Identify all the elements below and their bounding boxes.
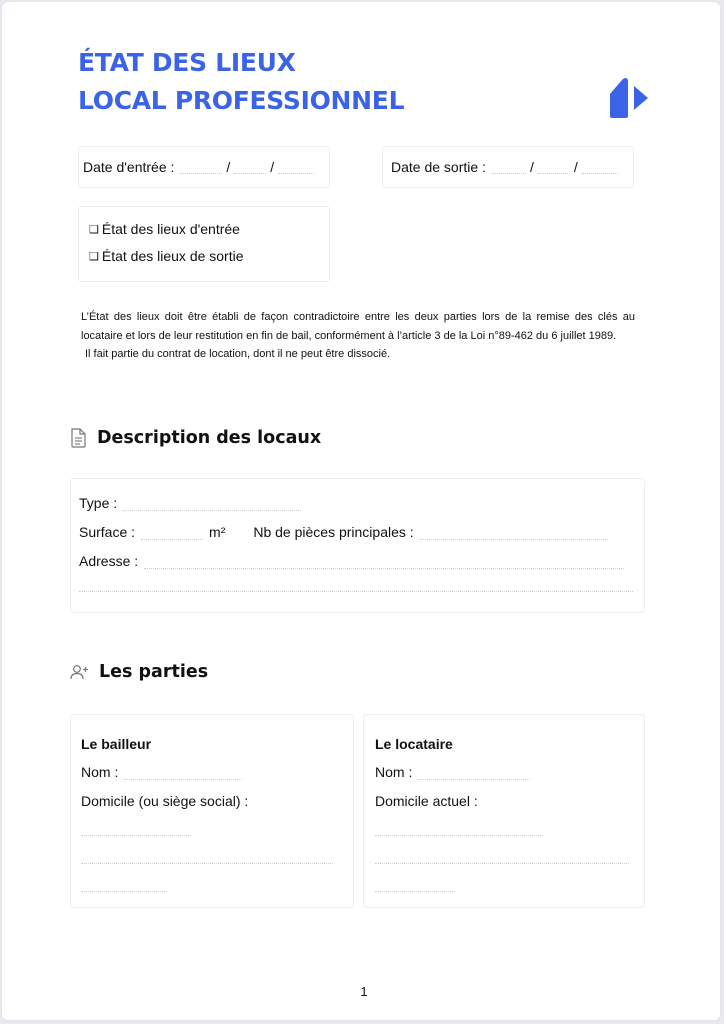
entry-inventory-label: État des lieux d'entrée <box>101 221 240 237</box>
title-line-2: LOCAL PROFESSIONNEL <box>78 86 405 115</box>
landlord-box <box>70 714 354 908</box>
tenant-address-label: Domicile actuel : <box>375 793 478 809</box>
description-heading-text: Description des locaux <box>97 428 322 448</box>
tenant-name-blank[interactable] <box>418 767 530 780</box>
landlord-name-line <box>81 764 242 780</box>
exit-month-blank[interactable] <box>538 161 570 174</box>
entry-inventory-option[interactable] <box>89 221 240 237</box>
address-line <box>79 553 624 569</box>
title-line-1: ÉTAT DES LIEUX <box>78 48 296 77</box>
landlord-address-blank-line <box>81 823 191 836</box>
tenant-address-blank[interactable] <box>375 823 543 836</box>
rooms-blank[interactable] <box>420 527 608 540</box>
surface-line <box>79 524 608 540</box>
landlord-address-label: Domicile (ou siège social) : <box>81 793 249 809</box>
type-line <box>79 495 301 511</box>
entry-date-label: Date d'entrée : <box>83 159 175 175</box>
tenant-address-blank[interactable] <box>375 879 455 892</box>
exit-date-label: Date de sortie : <box>391 159 486 175</box>
intro-paragraph: L’État des lieux doit être établi de façon contradictoire entre les deux parties lors de la remise des clés au locataire et lors de leur restitution en fin de bail, conformément à l’article 3 de la Loi n°89-462 du 6 juillet 1989. <box>81 311 635 342</box>
landlord-name-label: Nom : <box>81 764 119 780</box>
entry-month-blank[interactable] <box>234 161 266 174</box>
tenant-box <box>363 714 645 908</box>
landlord-address-blank[interactable] <box>81 823 191 836</box>
tenant-title: Le locataire <box>375 736 453 752</box>
document-title <box>78 44 404 120</box>
description-heading <box>70 428 321 448</box>
landlord-address-blank[interactable] <box>81 851 333 864</box>
entry-day-blank[interactable] <box>180 161 222 174</box>
date-separator: / <box>270 159 275 175</box>
document-page <box>2 2 720 1020</box>
page-number: 1 <box>360 984 368 999</box>
surface-unit: m² <box>209 524 226 540</box>
date-separator: / <box>226 159 231 175</box>
tenant-address-blank[interactable] <box>375 851 629 864</box>
type-blank[interactable] <box>123 498 301 511</box>
exit-inventory-label: État des lieux de sortie <box>101 248 244 264</box>
tenant-address-blank-line <box>375 879 455 892</box>
intro-paragraph: Il fait partie du contrat de location, dont il ne peut être dissocié. <box>85 348 391 360</box>
tenant-name-label: Nom : <box>375 764 413 780</box>
exit-inventory-option[interactable] <box>89 248 244 264</box>
landlord-address-blank-line <box>81 879 167 892</box>
address-blank-2[interactable] <box>79 579 633 592</box>
exit-year-blank[interactable] <box>582 161 618 174</box>
landlord-title: Le bailleur <box>81 736 152 752</box>
landlord-address-blank-line <box>81 851 333 864</box>
intro-text <box>81 308 635 364</box>
date-separator: / <box>529 159 534 175</box>
tenant-address-line <box>375 793 478 809</box>
type-label: Type : <box>79 495 118 511</box>
entry-date-field[interactable] <box>78 146 330 188</box>
checkbox-icon[interactable]: ❑ <box>89 223 99 236</box>
user-add-icon <box>70 664 89 680</box>
description-box <box>70 478 645 613</box>
logo-icon <box>608 76 650 120</box>
checkbox-icon[interactable]: ❑ <box>89 250 99 263</box>
surface-blank[interactable] <box>141 527 203 540</box>
date-separator: / <box>573 159 578 175</box>
surface-label: Surface : <box>79 524 136 540</box>
exit-day-blank[interactable] <box>492 161 526 174</box>
exit-date-field[interactable] <box>382 146 634 188</box>
landlord-address-line <box>81 793 248 809</box>
address-continuation-line <box>79 579 633 592</box>
address-blank[interactable] <box>144 556 624 569</box>
inventory-type-box <box>78 206 330 282</box>
address-label: Adresse : <box>79 553 139 569</box>
landlord-name-blank[interactable] <box>124 767 242 780</box>
tenant-address-blank-line <box>375 823 543 836</box>
parties-heading-text: Les parties <box>99 662 209 682</box>
rooms-label: Nb de pièces principales : <box>253 524 414 540</box>
parties-heading <box>70 662 208 682</box>
tenant-name-line <box>375 764 530 780</box>
document-icon <box>70 428 87 448</box>
entry-year-blank[interactable] <box>278 161 314 174</box>
tenant-address-blank-line <box>375 851 629 864</box>
landlord-address-blank[interactable] <box>81 879 167 892</box>
